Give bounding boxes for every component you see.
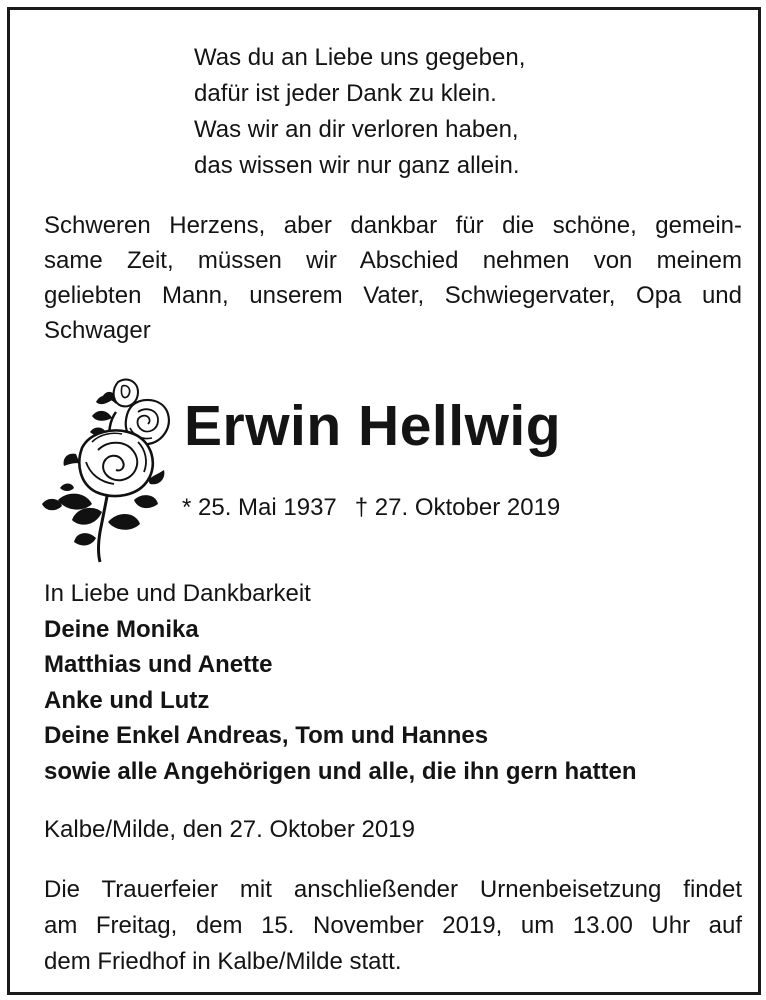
obituary-frame [7,7,761,995]
poem-line: dafür ist jeder Dank zu klein. [194,80,497,107]
life-dates [182,492,560,524]
intro-line: Schweren Herzens, aber dankbar für die schöne, gemein- [44,212,742,239]
intro-line: geliebten Mann, unserem Vater, Schwiegervater, Opa und [44,282,742,309]
service-line: Die Trauerfeier mit anschließender Urnenbeisetzung findet [44,876,742,903]
mourner-line: Matthias und Anette [44,651,273,679]
place-and-date: Kalbe/Milde, den 27. Oktober 2019 [44,816,415,843]
poem-line: Was du an Liebe uns gegeben, [194,44,526,71]
deceased-name: Erwin Hellwig [184,394,562,458]
rose-icon [38,372,178,564]
poem-line: das wissen wir nur ganz allein. [194,152,520,179]
mourner-line: sowie alle Angehörigen und alle, die ihn gern hatten [44,757,637,785]
mourners-intro: In Liebe und Dankbarkeit [44,580,311,607]
intro-line: same Zeit, müssen wir Abschied nehmen von meinem [44,247,742,274]
birth-date: * 25. Mai 1937 [182,494,337,521]
mourners-block [44,576,637,790]
mourner-line: Anke und Lutz [44,686,210,714]
mourner-line: Deine Monika [44,615,199,643]
intro-line: Schwager [44,317,151,344]
memorial-poem [194,40,525,184]
service-line: am Freitag, dem 15. November 2019, um 13.00 Uhr auf [44,912,742,939]
service-line: dem Friedhof in Kalbe/Milde statt. [44,948,402,975]
death-date: † 27. Oktober 2019 [354,494,561,521]
intro-text [44,208,742,348]
mourner-line: Deine Enkel Andreas, Tom und Hannes [44,722,489,750]
poem-line: Was wir an dir verloren haben, [194,116,519,143]
funeral-service-info [44,872,742,980]
